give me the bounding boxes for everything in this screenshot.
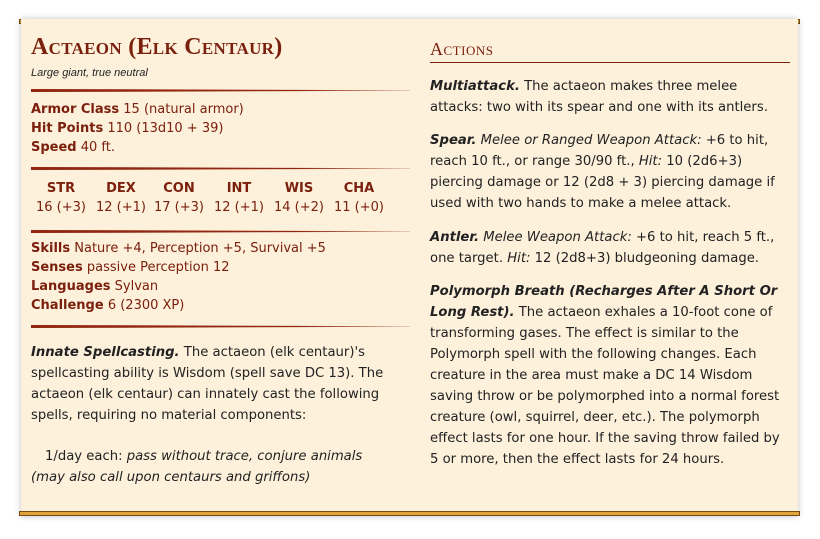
action-name: Polymorph Breath (Recharges After A Short Or Long Rest). — [430, 284, 778, 320]
bottom-border-bar — [19, 511, 800, 516]
ability-score: 14 (+2) — [274, 200, 324, 215]
ability-score: 11 (+0) — [334, 200, 384, 215]
divider — [31, 230, 410, 233]
senses-row — [31, 260, 229, 275]
attack-type: Melee or Ranged Weapon Attack: — [480, 133, 702, 148]
ability-key: DEX — [106, 181, 136, 196]
attack-text: +6 to hit, reach 10 ft., or range 30/90 ft., — [430, 133, 769, 169]
ability-scores — [31, 181, 410, 223]
attack-text: +6 to hit, reach 5 ft., one target. — [430, 230, 775, 266]
damage-text: 12 (2d8+3) bludgeoning damage. — [534, 251, 760, 266]
action-name: Multiattack. — [430, 79, 520, 94]
ability-con — [149, 181, 209, 215]
action-name: Antler. — [430, 230, 479, 245]
attack-type: Melee Weapon Attack: — [483, 230, 632, 245]
spellcasting-trait — [31, 342, 396, 426]
action-text: The actaeon exhales a 10-foot cone of transforming gases. The effect is similar to the Polymorph spell with the following changes. Each creature in the area must make a DC 14 Wisdom saving throw or be polymorphed into a normal forest creature (owl, squirrel, deer, etc.). The polymorph effect lasts for one hour. If the saving throw failed by 5 or more, then the effect lasts for 24 hours. — [430, 305, 780, 467]
ability-key: CHA — [343, 181, 375, 196]
speed-value: 40 ft. — [80, 140, 116, 155]
hit-label: Hit: — [507, 251, 531, 266]
ability-str — [31, 181, 91, 215]
skills-row — [31, 241, 326, 256]
ability-key: CON — [163, 181, 195, 196]
skills-label: Skills — [31, 241, 71, 256]
stat-block — [21, 19, 798, 516]
action-spear — [430, 130, 790, 214]
divider — [31, 167, 410, 170]
ability-int — [209, 181, 269, 215]
languages-label: Languages — [31, 279, 111, 294]
ability-key: STR — [46, 181, 76, 196]
challenge-value: 6 (2300 XP) — [107, 298, 185, 313]
speed-row — [31, 140, 115, 155]
trait-text: The actaeon (elk centaur)'s spellcasting ability is Wisdom (spell save DC 13). The actaeon (elk centaur) can innately cast the following spells, requiring no material components: — [31, 345, 384, 423]
ability-cha — [329, 181, 389, 215]
armor-class-label: Armor Class — [31, 102, 120, 117]
spell-list-prefix: 1/day each: — [45, 449, 123, 464]
ability-score: 12 (+1) — [214, 200, 264, 215]
monster-meta: Large giant, true neutral — [31, 67, 148, 79]
hit-points-row — [31, 121, 223, 136]
hit-points-value: 110 (13d10 + 39) — [107, 121, 224, 136]
challenge-label: Challenge — [31, 298, 104, 313]
armor-class-value: 15 (natural armor) — [123, 102, 244, 117]
damage-text: 10 (2d6+3) piercing damage or 12 (2d8 + 3) piercing damage if used with two hands to make a melee attack. — [430, 154, 775, 211]
ability-score: 12 (+1) — [96, 200, 146, 215]
action-multiattack — [430, 76, 790, 118]
languages-row — [31, 279, 158, 294]
hit-label: Hit: — [638, 154, 663, 169]
challenge-row — [31, 298, 184, 313]
speed-label: Speed — [31, 140, 77, 155]
hit-points-label: Hit Points — [31, 121, 104, 136]
divider — [31, 325, 410, 328]
ability-score: 16 (+3) — [36, 200, 86, 215]
trait-name: Innate Spellcasting. — [31, 345, 180, 360]
armor-class-row — [31, 102, 244, 117]
senses-label: Senses — [31, 260, 83, 275]
divider — [31, 89, 410, 92]
senses-value: passive Perception 12 — [86, 260, 230, 275]
spell-list-spells: pass without trace, conjure animals (may also call upon centaurs and griffons) — [31, 449, 363, 485]
ability-dex — [91, 181, 151, 215]
spell-list — [31, 446, 396, 488]
languages-value: Sylvan — [114, 279, 159, 294]
ability-key: WIS — [284, 181, 314, 196]
actions-divider — [430, 62, 790, 63]
ability-key: INT — [226, 181, 252, 196]
skills-value: Nature +4, Perception +5, Survival +5 — [74, 241, 326, 256]
actions-heading: Actions — [430, 39, 494, 59]
ability-wis — [269, 181, 329, 215]
action-name: Spear. — [430, 133, 477, 148]
ability-score: 17 (+3) — [154, 200, 204, 215]
action-antler — [430, 227, 790, 269]
action-polymorph-breath — [430, 281, 790, 470]
action-text: The actaeon makes three melee attacks: two with its spear and one with its antlers. — [430, 79, 768, 115]
monster-name: Actaeon (Elk Centaur) — [31, 34, 283, 60]
